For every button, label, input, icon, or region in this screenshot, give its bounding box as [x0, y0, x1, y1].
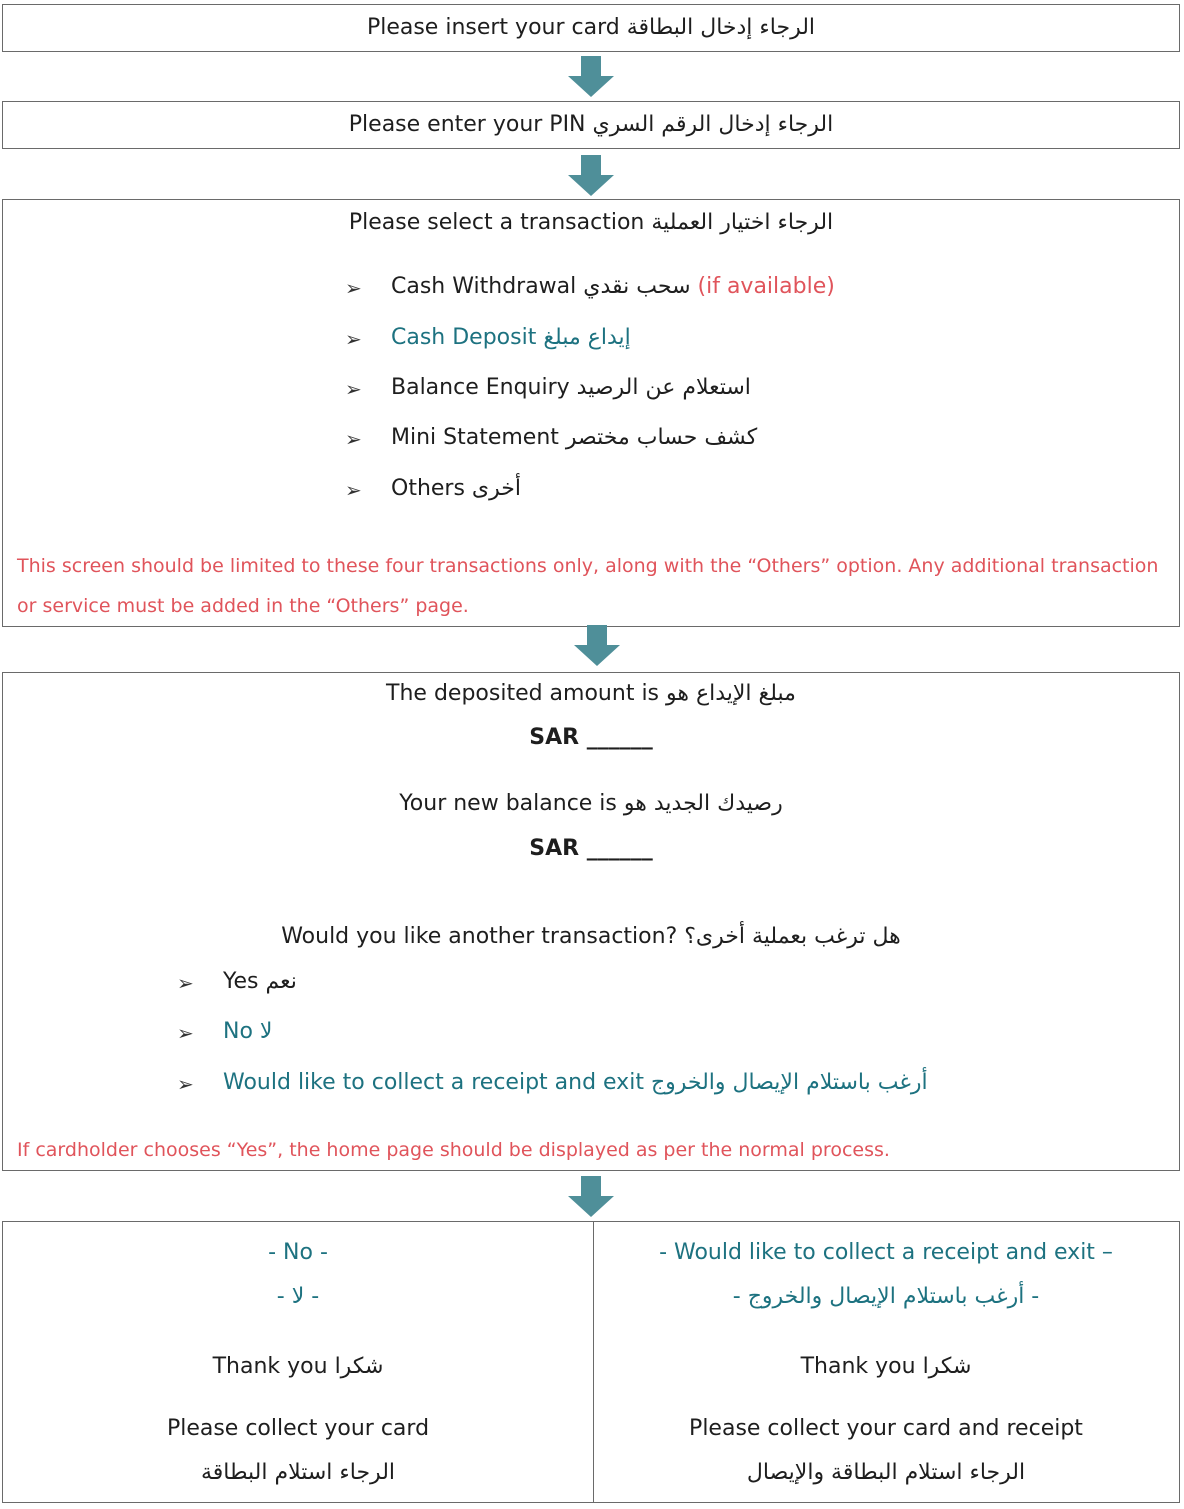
arrow-bullet-icon: ➢ [345, 327, 362, 351]
step-insert-card [2, 4, 1180, 52]
exit-receipt-collect-ar: الرجاء استلام البطاقة والإيصال [746, 1460, 1026, 1485]
option-yes[interactable]: Yes نعم [223, 969, 297, 994]
arrow-bullet-icon: ➢ [177, 971, 194, 995]
down-arrow-icon [566, 56, 616, 98]
deposited-amount-label: The deposited amount is مبلغ الإيداع هو [386, 681, 796, 706]
option-label: Cash Withdrawal سحب نقدي [391, 274, 691, 299]
step-enter-pin-text: Please enter your PIN الرجاء إدخال الرقم السري [348, 112, 834, 137]
arrow-bullet-icon: ➢ [177, 1072, 194, 1096]
exit-no-heading-en: - No - [268, 1240, 328, 1265]
option-mini-statement[interactable]: Mini Statement كشف حساب مختصر [391, 425, 758, 450]
exit-no-thanks: Thank you شكرا [212, 1354, 384, 1379]
option-no[interactable]: No لا [223, 1019, 273, 1044]
step-deposit-result [2, 672, 1180, 1171]
step-select-transaction-title: Please select a transaction الرجاء اختيار العملية [348, 210, 834, 235]
arrow-bullet-icon: ➢ [345, 276, 362, 300]
availability-note: (if available) [697, 274, 835, 299]
exit-no-panel [3, 1222, 594, 1502]
exit-receipt-panel [593, 1222, 1179, 1502]
step-select-transaction [2, 199, 1180, 627]
option-cash-withdrawal[interactable] [391, 274, 835, 299]
exit-receipt-heading-ar: - أرغب باستلام الإيصال والخروج - [732, 1284, 1040, 1309]
exit-no-collect-en: Please collect your card [166, 1416, 430, 1441]
down-arrow-icon [572, 625, 622, 667]
arrow-bullet-icon: ➢ [345, 377, 362, 401]
step3-note: This screen should be limited to these four transactions only, along with the “Others” option. Any additional transaction or service must be added in the “Others” page. [17, 555, 1159, 617]
exit-receipt-heading-en: - Would like to collect a receipt and exit – [659, 1240, 1113, 1265]
step4-note: If cardholder chooses “Yes”, the home page should be displayed as per the normal process. [17, 1139, 890, 1161]
option-receipt-exit[interactable]: Would like to collect a receipt and exit أرغب باستلام الإيصال والخروج [223, 1070, 928, 1095]
option-others[interactable]: Others أخرى [391, 476, 521, 501]
arrow-bullet-icon: ➢ [177, 1021, 194, 1045]
step-exit-screens [2, 1221, 1180, 1503]
exit-receipt-thanks: Thank you شكرا [800, 1354, 972, 1379]
new-balance-label: Your new balance is رصيدك الجديد هو [399, 791, 783, 816]
down-arrow-icon [566, 1176, 616, 1218]
arrow-bullet-icon: ➢ [345, 427, 362, 451]
another-transaction-question: Would you like another transaction? هل ترغب بعملية أخرى؟ [281, 924, 901, 949]
exit-receipt-collect-en: Please collect your card and receipt [689, 1416, 1083, 1441]
deposited-amount-value: SAR ______ [529, 725, 653, 750]
option-cash-deposit[interactable]: Cash Deposit إيداع مبلغ [391, 325, 631, 350]
option-balance-enquiry[interactable]: Balance Enquiry استعلام عن الرصيد [391, 375, 751, 400]
step-enter-pin [2, 101, 1180, 149]
exit-no-collect-ar: الرجاء استلام البطاقة [200, 1460, 396, 1485]
step-insert-card-text: Please insert your card الرجاء إدخال البطاقة [366, 15, 816, 40]
down-arrow-icon [566, 155, 616, 197]
new-balance-value: SAR ______ [529, 836, 653, 861]
arrow-bullet-icon: ➢ [345, 478, 362, 502]
exit-no-heading-ar: - لا - [276, 1284, 320, 1309]
